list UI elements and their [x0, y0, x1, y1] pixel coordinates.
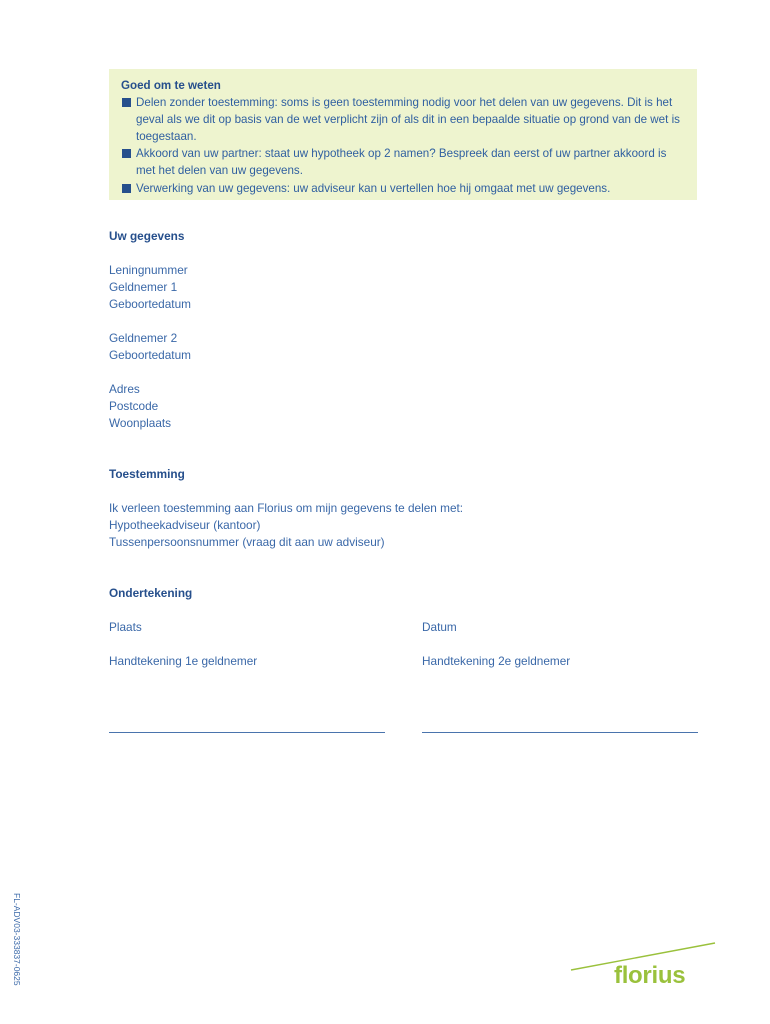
square-bullet-icon	[122, 184, 131, 193]
section-title-gegevens: Uw gegevens	[109, 229, 185, 243]
field-label-handtekening-1: Handtekening 1e geldnemer	[109, 654, 258, 668]
signature-line-2	[422, 732, 698, 733]
field-label-tussenpersoonsnummer: Tussenpersoonsnummer (vraag dit aan uw adviseur)	[109, 535, 385, 549]
info-bullet	[121, 145, 685, 179]
info-bullet-text: Verwerking van uw gegevens: uw adviseur kan u vertellen hoe hij omgaat met uw gegevens.	[136, 181, 611, 195]
info-bullet-text: Delen zonder toestemming: soms is geen toestemming nodig voor het delen van uw gegevens. Dit is het geval als we dit op basis van de wet verplicht zijn of als dit in een bepaalde situatie op grond van de wet is toegestaan.	[136, 96, 680, 144]
info-box	[109, 69, 697, 200]
info-bullet	[121, 180, 685, 197]
info-box-title: Goed om te weten	[121, 79, 221, 92]
field-label-datum: Datum	[422, 620, 457, 634]
info-bullet	[121, 94, 685, 145]
signature-line-1	[109, 732, 385, 733]
field-label-handtekening-2: Handtekening 2e geldnemer	[422, 654, 571, 668]
field-label-plaats: Plaats	[109, 620, 142, 634]
info-bullet-text: Akkoord van uw partner: staat uw hypotheek op 2 namen? Bespreek dan eerst of uw partner akkoord is met het delen van uw gegevens.	[136, 147, 667, 178]
document-code: FL-ADV03-333837-0625	[12, 893, 22, 986]
field-label-geboortedatum1: Geboortedatum	[109, 297, 191, 311]
field-label-postcode: Postcode	[109, 399, 159, 413]
field-label-hypotheekadviseur: Hypotheekadviseur (kantoor)	[109, 518, 261, 532]
field-label-leningnummer: Leningnummer	[109, 263, 188, 277]
square-bullet-icon	[122, 98, 131, 107]
section-title-toestemming: Toestemming	[109, 467, 185, 481]
section-title-ondertekening: Ondertekening	[109, 586, 193, 600]
field-label-adres: Adres	[109, 382, 140, 396]
field-label-geboortedatum2: Geboortedatum	[109, 348, 191, 362]
florius-logo: florius	[614, 962, 686, 989]
field-label-geldnemer1: Geldnemer 1	[109, 280, 178, 294]
field-label-woonplaats: Woonplaats	[109, 416, 172, 430]
field-label-geldnemer2: Geldnemer 2	[109, 331, 178, 345]
consent-statement: Ik verleen toestemming aan Florius om mijn gegevens te delen met:	[109, 501, 464, 515]
square-bullet-icon	[122, 149, 131, 158]
